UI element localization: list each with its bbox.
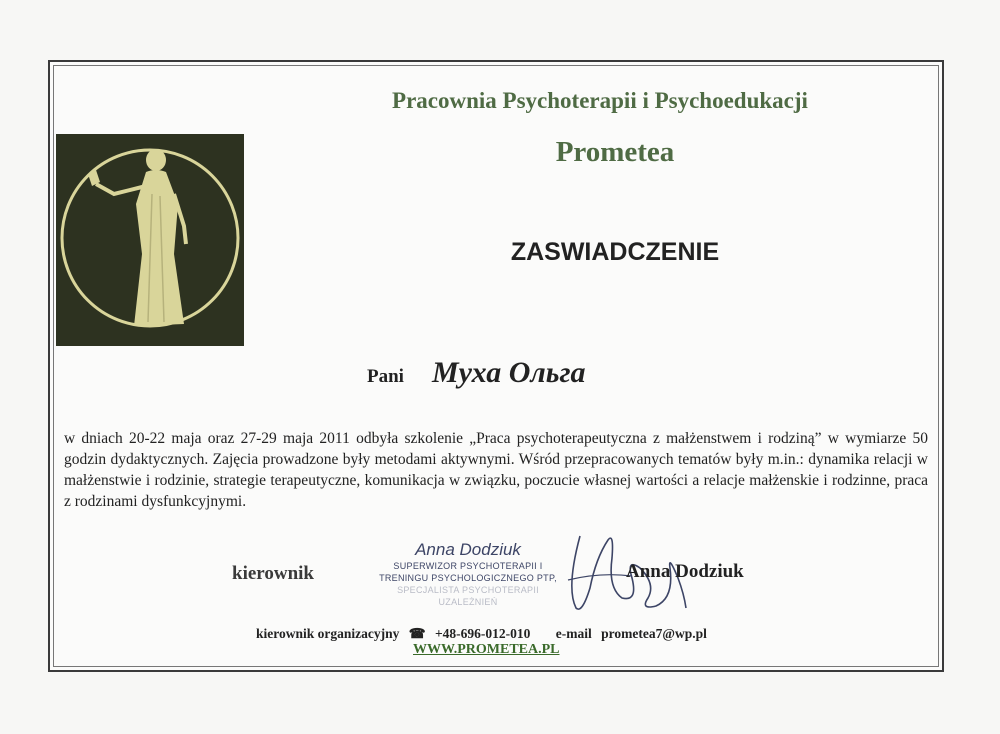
signer-name: Anna Dodziuk — [626, 561, 744, 582]
signer-role: kierownik — [232, 563, 315, 584]
stamp-line-3: SPECJALISTA PSYCHOTERAPII UZALEŻNIEŃ — [397, 585, 539, 607]
email-address[interactable]: prometea7@wp.pl — [601, 626, 707, 641]
organization-brand: Prometea — [555, 136, 675, 168]
organization-name: Pracownia Psychoterapii i Psychoedukacji — [392, 88, 808, 113]
stamp-name: Anna Dodziuk — [415, 540, 521, 559]
recipient-name: Муха Ольга — [432, 356, 586, 389]
phone-number: +48-696-012-010 — [434, 626, 531, 641]
contact-line — [256, 626, 713, 642]
greek-figure-icon — [56, 134, 244, 346]
contact-label: kierownik organizacyjny — [256, 626, 400, 641]
certificate-title: ZASWIADCZENIE — [510, 238, 720, 266]
email-label: e-mail — [555, 626, 592, 641]
stamp-line-1: SUPERWIZOR PSYCHOTERAPII I — [393, 561, 543, 571]
stamp-line-2: TRENINGU PSYCHOLOGICZNEGO PTP, — [379, 573, 557, 583]
recipient-label: Pani — [367, 366, 404, 387]
certificate-body: w dniach 20-22 maja oraz 27-29 maja 2011 odbyła szkolenie „Praca psychoterapeutyczna z małżenstwem i rodziną” w wymiarze 50 godzin dydaktycznych. Zajęcia prowadzone były metodami aktywnymi. Wśród przepracowanych tematów były m.in.: dynamika relacji w małżenstwie i rodzinie, strategie terapeutyczne, komunikacja w związku, poczucie własnej wartości a relacje małżenskie i rodzinne, praca z rodzinami dysfunkcyjnymi. — [64, 430, 928, 510]
signature-stamp — [368, 540, 568, 608]
prometea-emblem — [56, 134, 244, 346]
website-link[interactable]: WWW.PROMETEA.PL — [413, 642, 560, 657]
phone-icon: ☎ — [408, 626, 426, 641]
